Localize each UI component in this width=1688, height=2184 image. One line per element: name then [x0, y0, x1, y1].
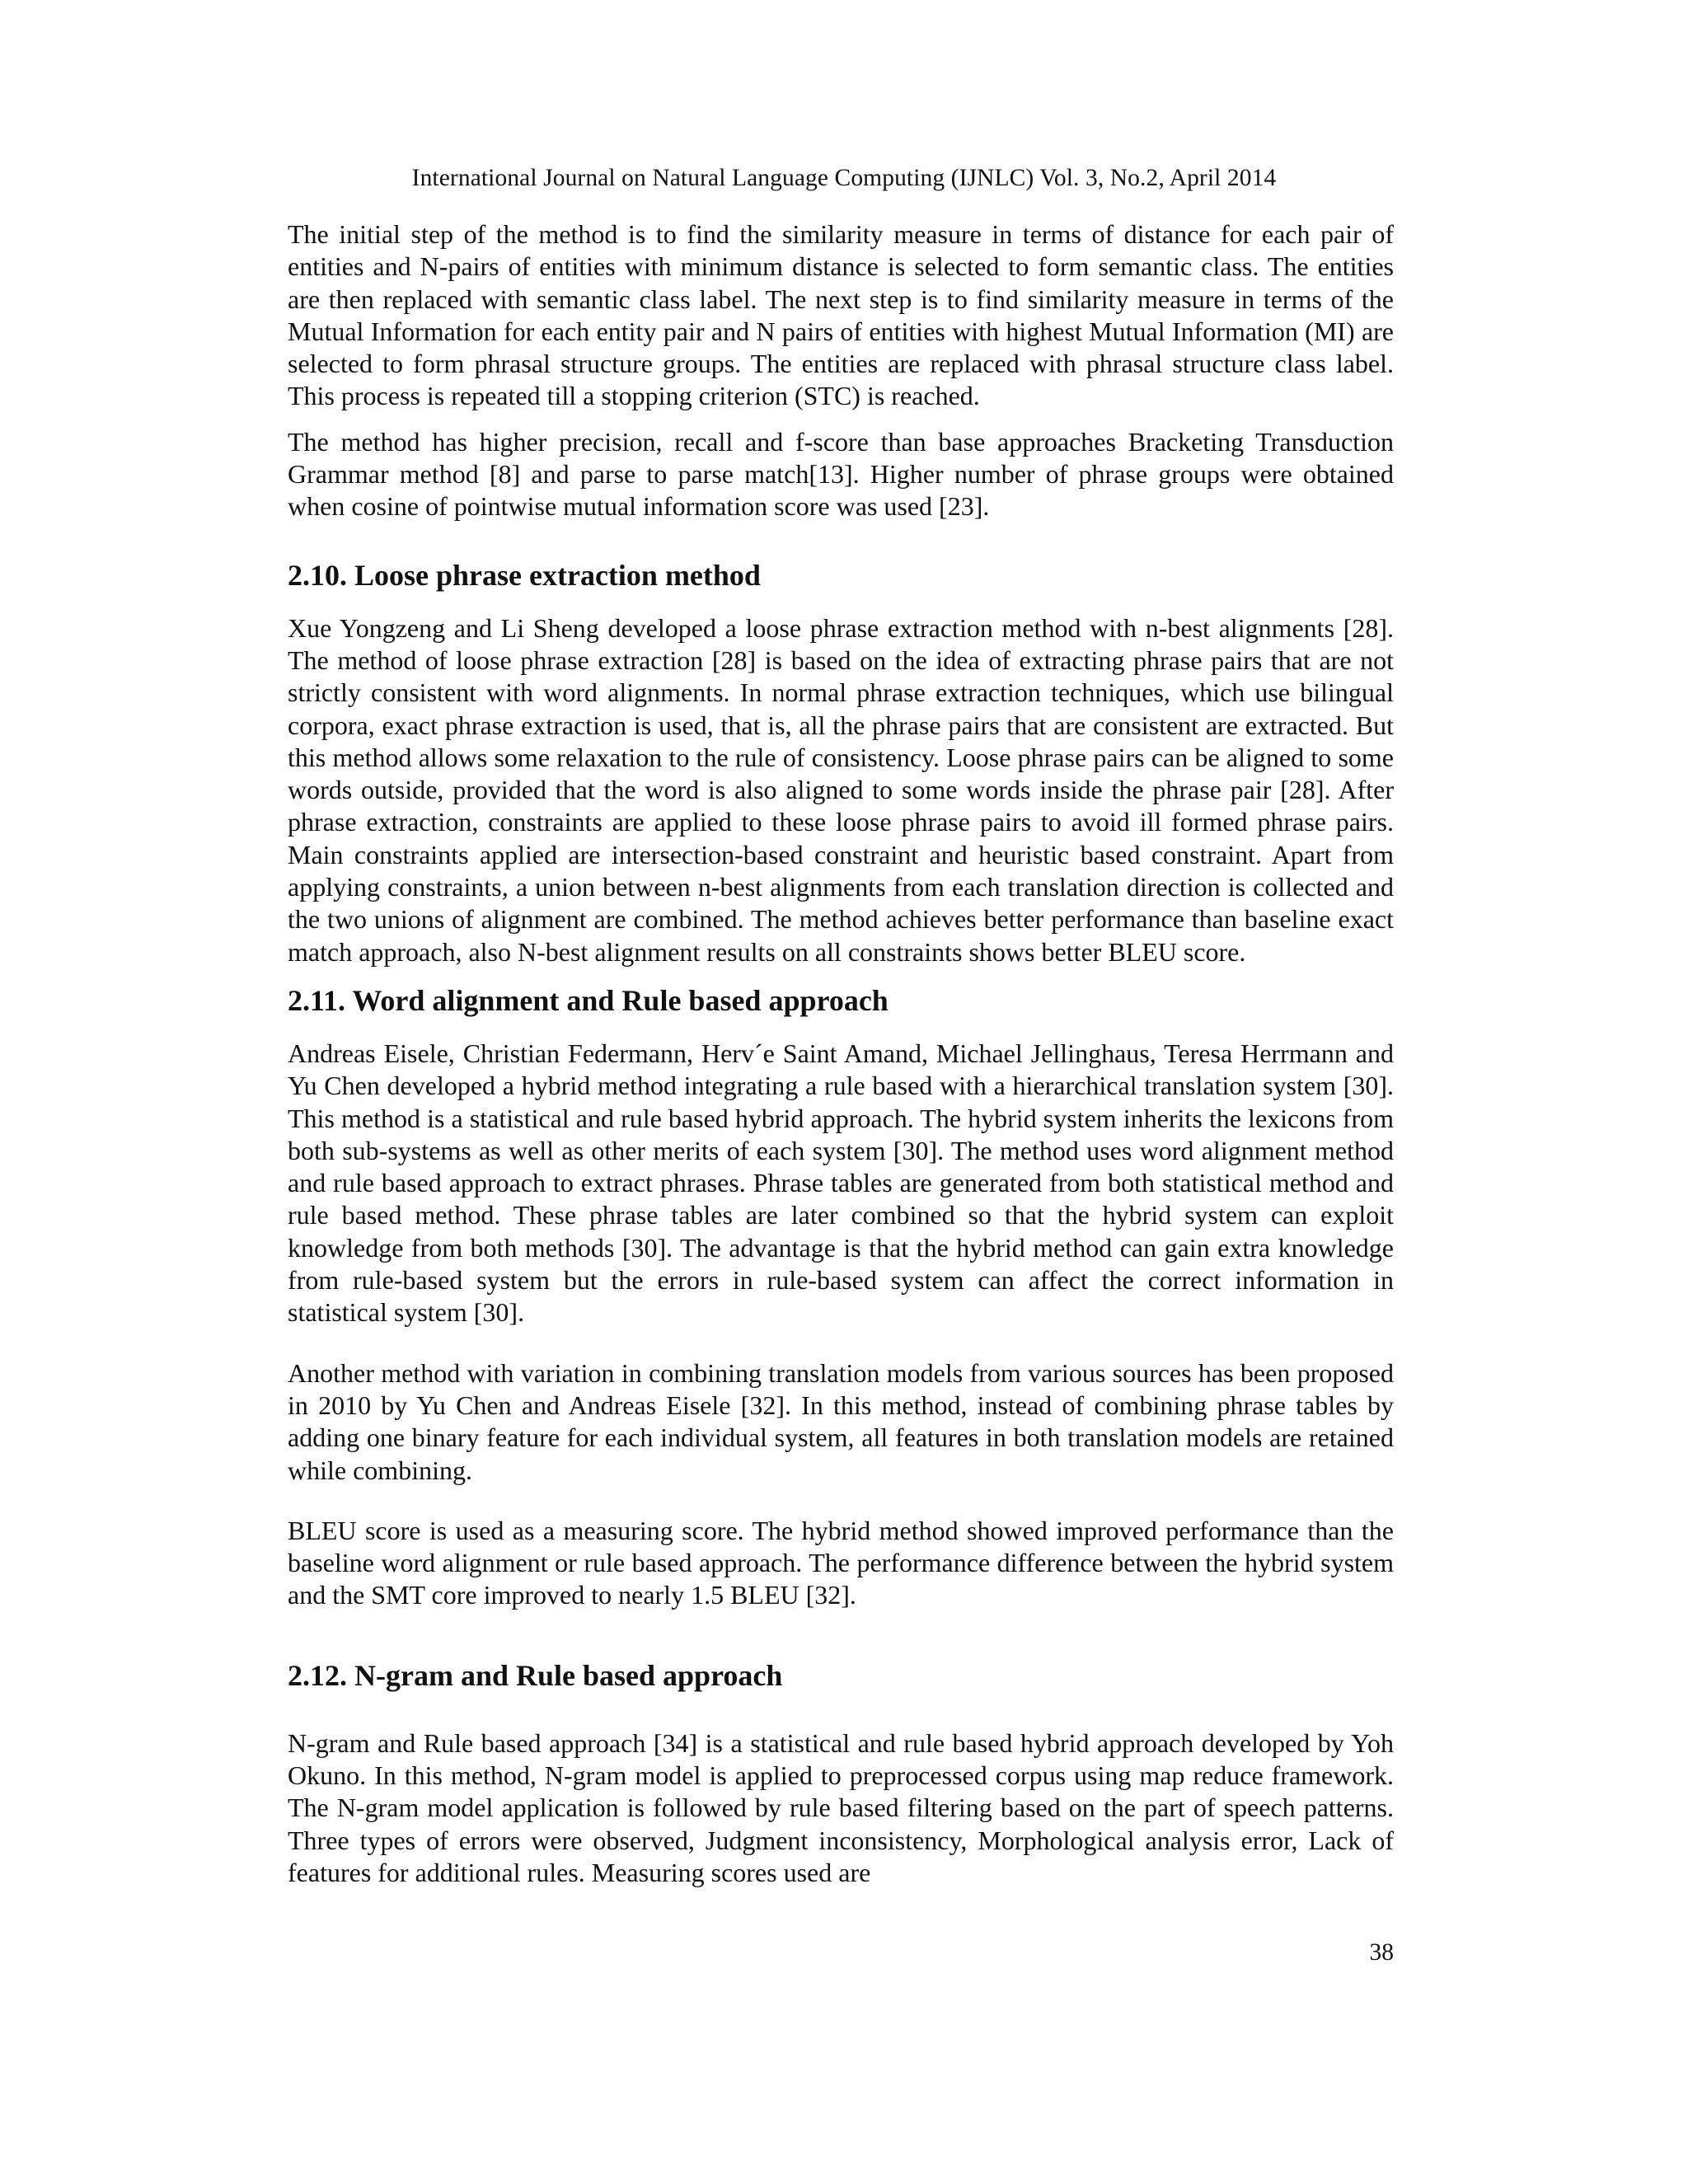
section-heading-2-12: 2.12. N-gram and Rule based approach — [288, 1658, 783, 1692]
body-paragraph: Andreas Eisele, Christian Federmann, Herv´e Saint Amand, Michael Jellinghaus, Teresa Herrmann and Yu Chen developed a hybrid method integrating a rule based with a hierarchical translation system [30]. This method is a statistical and rule based hybrid approach. The hybrid system inherits the lexicons from both sub-systems as well as other merits of each system [30]. The method uses word alignment method and rule based approach to extract phrases. Phrase tables are generated from both statistical method and rule based method. These phrase tables are later combined so that the hybrid system can exploit knowledge from both methods [30]. The advantage is that the hybrid method can gain extra knowledge from rule-based system but the errors in rule-based system can affect the correct information in statistical system [30]. — [288, 1038, 1394, 1328]
body-paragraph: Xue Yongzeng and Li Sheng developed a loose phrase extraction method with n-best alignments [28]. The method of loose phrase extraction [28] is based on the idea of extracting phrase pairs that are not strictly consistent with word alignments. In normal phrase extraction techniques, which use bilingual corpora, exact phrase extraction is used, that is, all the phrase pairs that are consistent are extracted. But this method allows some relaxation to the rule of consistency. Loose phrase pairs can be aligned to some words outside, provided that the word is also aligned to some words inside the phrase pair [28]. After phrase extraction, constraints are applied to these loose phrase pairs to avoid ill formed phrase pairs. Main constraints applied are intersection-based constraint and heuristic based constraint. Apart from applying constraints, a union between n-best alignments from each translation direction is collected and the two unions of alignment are combined. The method achieves better performance than baseline exact match approach, also N-best alignment results on all constraints shows better BLEU score. — [288, 612, 1394, 967]
page-body — [288, 218, 1394, 1889]
body-paragraph: The initial step of the method is to find the similarity measure in terms of distance for each pair of entities and N-pairs of entities with minimum distance is selected to form semantic class. The entities are then replaced with semantic class label. The next step is to find similarity measure in terms of the Mutual Information for each entity pair and N pairs of entities with highest Mutual Information (MI) are selected to form phrasal structure groups. The entities are replaced with phrasal structure class label. This process is repeated till a stopping criterion (STC) is reached. — [288, 219, 1394, 411]
body-paragraph: N-gram and Rule based approach [34] is a statistical and rule based hybrid approach developed by Yoh Okuno. In this method, N-gram model is applied to preprocessed corpus using map reduce framework. The N-gram model application is followed by rule based filtering based on the part of speech patterns. Three types of errors were observed, Judgment inconsistency, Morphological analysis error, Lack of features for additional rules. Measuring scores used are — [288, 1727, 1394, 1887]
section-heading-2-11: 2.11. Word alignment and Rule based approach — [288, 983, 889, 1017]
body-paragraph: BLEU score is used as a measuring score. The hybrid method showed improved performance than the baseline word alignment or rule based approach. The performance difference between the hybrid system and the SMT core improved to nearly 1.5 BLEU [32]. — [288, 1515, 1394, 1610]
running-header: International Journal on Natural Language Computing (IJNLC) Vol. 3, No.2, April 2014 — [411, 165, 1277, 191]
page-number: 38 — [1369, 1939, 1394, 1966]
section-heading-2-10: 2.10. Loose phrase extraction method — [288, 558, 761, 592]
body-paragraph: Another method with variation in combining translation models from various sources has been proposed in 2010 by Yu Chen and Andreas Eisele [32]. In this method, instead of combining phrase tables by adding one binary feature for each individual system, all features in both translation models are retained while combining. — [288, 1357, 1394, 1485]
body-paragraph: The method has higher precision, recall and f-score than base approaches Bracketing Transduction Grammar method [8] and parse to parse match[13]. Higher number of phrase groups were obtained when cosine of pointwise mutual information score was used [23]. — [288, 426, 1394, 522]
